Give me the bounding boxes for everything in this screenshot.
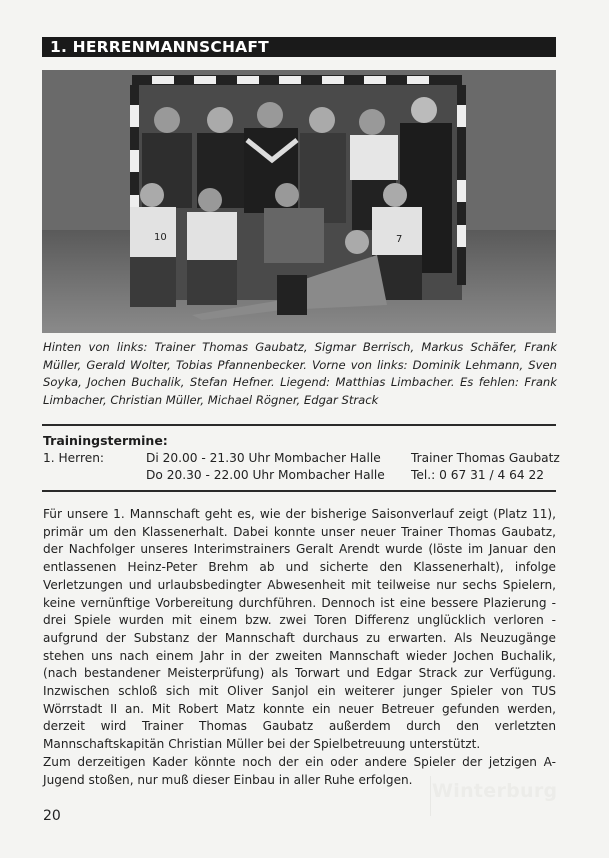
team-photo-image — [42, 70, 556, 333]
show-through-text: Winterburg — [432, 780, 558, 802]
jersey-number-7: 7 — [396, 234, 403, 245]
photo-caption: Hinten von links: Trainer Thomas Gaubatz, Sigmar Berrisch, Markus Schäfer, Frank Müller, Gerald Wolter, Tobias Pfannenbecker. Vorne von links: Dominik Lehmann, Sven Soyka, Jochen Buchalik, Stefan Hefner. Liegend: Matthias Limbacher. Es fehlen: Frank Limbacher, Christian Müller, Michael Rögner, Edgar Strack — [43, 340, 557, 407]
section-title: 1. HERRENMANNSCHAFT — [42, 37, 556, 57]
training-phone: Tel.: 0 67 31 / 4 64 22 — [411, 468, 545, 482]
training-time: Do 20.30 - 22.00 Uhr Mombacher Halle — [146, 468, 385, 482]
page-number: 20 — [43, 808, 61, 824]
team-photo — [42, 70, 556, 333]
divider-top — [42, 424, 556, 426]
training-time: Di 20.00 - 21.30 Uhr Mombacher Halle — [146, 451, 381, 465]
divider-bottom — [42, 490, 556, 492]
training-team-label: 1. Herren: — [43, 451, 105, 465]
training-trainer: Trainer Thomas Gaubatz — [411, 451, 560, 465]
training-heading: Trainingstermine: — [43, 433, 168, 448]
article-paragraph: Zum derzeitigen Kader könnte noch der ein oder andere Spieler der jetzigen A-Jugend stoßen, nur muß dieser Einbau in aller Ruhe erfolgen. — [43, 754, 556, 787]
article-body — [43, 506, 556, 789]
article-paragraph: Für unsere 1. Mannschaft geht es, wie der bisherige Saisonverlauf zeigt (Platz 11), primär um den Klassenerhalt. Dabei konnte unser neuer Trainer Thomas Gaubatz, der Nachfolger unseres Interimstrainers Geralt Arendt wurde (löste im Januar den entlassenen Heinz-Peter Brehm ab und sicherte den Klassenerhalt), infolge Verletzungen und urlaubsbedingter Abwesenheit mit teilweise nur sechs Spielern, keine vernünftige Vorbereitung durchführen. Dennoch ist eine bessere Plazierung - drei Spiele wurden mit einem bzw. zwei Toren Differenz unglücklich verloren - aufgrund der Substanz der Mannschaft durchaus zu erwarten. Als Neuzugänge stehen uns nach einem Jahr in der zweiten Mannschaft wieder Jochen Buchalik, (nach bestandener Meisterprüfung) als Torwart und Edgar Strack zur Verfügung. Inzwischen schloß sich mit Oliver Sanjol ein weiterer junger Spieler von TUS Wörrstadt II an. Mit Robert Matz konnte ein neuer Betreuer gefunden werden, derzeit wird Trainer Thomas Gaubatz außerdem durch den verletzten Mannschaftskapitän Christian Müller bei der Spielbetreuung unterstützt. — [43, 507, 556, 752]
show-through-line — [430, 776, 431, 816]
jersey-number-10: 10 — [154, 232, 167, 243]
